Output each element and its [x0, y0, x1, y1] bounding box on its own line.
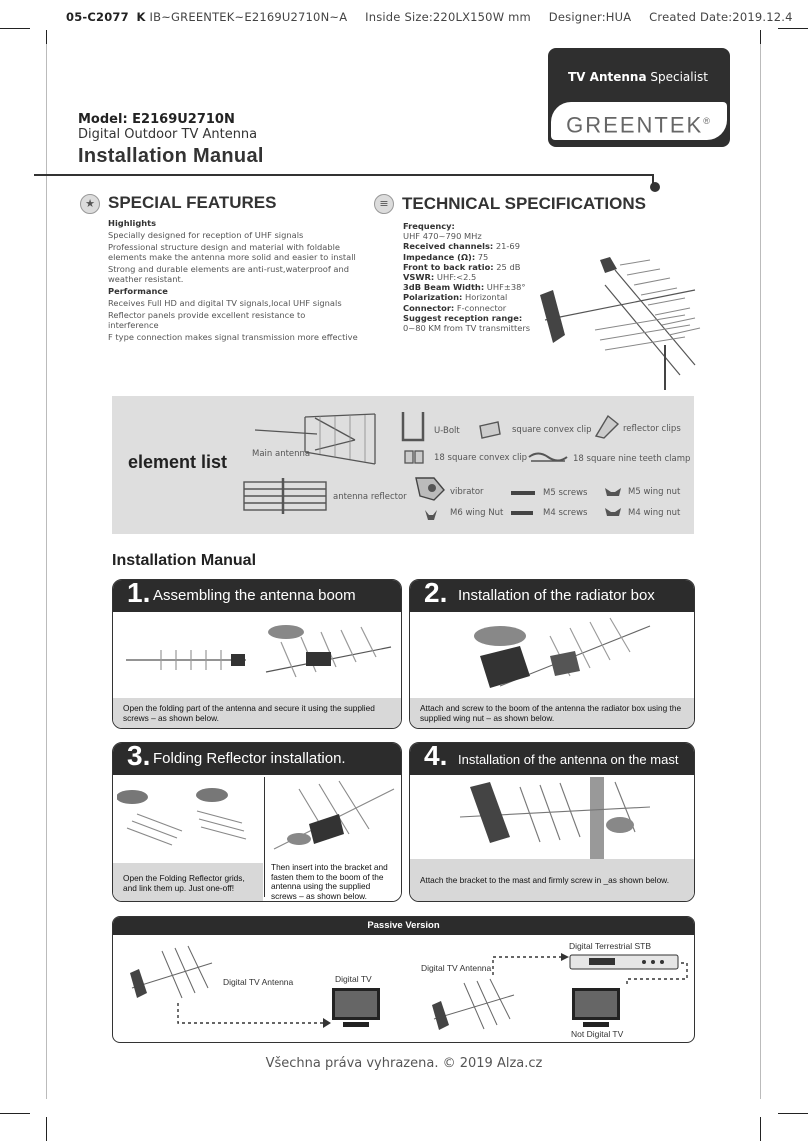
passive-tv-right-label: Not Digital TV — [571, 1029, 624, 1039]
passive-antenna-right-label: Digital TV Antenna — [421, 963, 492, 973]
crop-mark — [778, 1113, 808, 1114]
manual-title: Installation Manual — [78, 145, 264, 167]
step-1 — [112, 579, 402, 729]
step-header — [410, 743, 694, 775]
passive-tv-left-label: Digital TV — [335, 974, 372, 984]
crop-mark — [46, 1117, 47, 1141]
crop-mark — [46, 30, 47, 44]
step-title: Installation of the radiator box — [458, 587, 655, 604]
step-1-photo — [121, 622, 396, 682]
spec-label: Connector: — [403, 302, 455, 313]
passive-left-antenna — [127, 943, 217, 1003]
step-3 — [112, 742, 402, 902]
feature-item: Reflector panels provide excellent resistance to interference — [108, 310, 306, 330]
divider-dot — [650, 182, 660, 192]
antenna-illustration — [535, 255, 705, 390]
performance-heading: Performance — [108, 286, 168, 296]
m6-wing-nut-icon — [424, 508, 438, 522]
spec-value: 0~80 KM from TV transmitters — [403, 323, 531, 334]
u-bolt-label: U-Bolt — [434, 426, 460, 436]
m6-wing-nut-label: M6 wing Nut — [450, 508, 504, 518]
square-convex-clip-icon — [478, 420, 502, 440]
antenna-reflector-label: antenna reflector — [333, 492, 407, 502]
spec-label: VSWR: — [403, 272, 435, 283]
brand-tagline — [568, 70, 708, 84]
spec-label: Suggest reception range: — [403, 312, 523, 323]
square-convex-clip-18-icon — [403, 448, 425, 466]
square-convex-clip-label: square convex clip — [512, 425, 592, 435]
nine-teeth-clamp-icon — [528, 450, 568, 464]
crop-mark — [760, 1117, 761, 1141]
footer-copyright: Všechna práva vyhrazena. © 2019 Alza.cz — [265, 1056, 543, 1071]
features-title: SPECIAL FEATURES — [108, 193, 277, 212]
tagline-rest: Specialist — [650, 70, 708, 84]
step-2-photo — [460, 616, 660, 696]
model-label: Model: E2169U2710N — [78, 112, 235, 127]
tv-icon — [571, 987, 621, 1029]
specs-list — [403, 221, 553, 333]
step-2 — [409, 579, 695, 729]
nine-teeth-clamp-label: 18 square nine teeth clamp — [573, 454, 691, 464]
passive-left-arrow — [173, 1001, 333, 1031]
spec-label: Impedance (Ω): — [403, 251, 476, 262]
model-subtitle: Digital Outdoor TV Antenna — [78, 127, 258, 142]
print-header — [66, 10, 807, 24]
step-number: 2. — [424, 579, 448, 608]
square-convex-clip-18-label: 18 square convex clip — [434, 453, 528, 463]
spec-label: Polarization: — [403, 292, 463, 303]
m4-wing-nut-label: M4 wing nut — [628, 508, 681, 518]
antenna-reflector-icon — [243, 478, 328, 514]
spec-value: Horizontal — [464, 292, 508, 303]
spec-value: UHF:<2.5 — [436, 272, 477, 283]
passive-right-arrow-bottom — [623, 957, 693, 997]
print-size: Inside Size:220LX150W mm — [365, 10, 531, 24]
print-designer: Designer:HUA — [548, 10, 632, 24]
passive-version-panel — [112, 916, 695, 1043]
logo-mark: ® — [703, 116, 712, 126]
step-header — [113, 743, 401, 775]
m5-screws-label: M5 screws — [543, 488, 588, 498]
features-list — [108, 218, 358, 344]
m4-screws-label: M4 screws — [543, 508, 588, 518]
spec-value: UHF 470~790 MHz — [403, 231, 482, 242]
step-caption-left: Open the Folding Reflector grids, and link them up. Just one-off! — [113, 863, 263, 901]
star-icon: ★ — [80, 194, 100, 214]
feature-item: Professional structure design and material with foldable elements make the antenna more solid and easier to install — [108, 242, 356, 262]
step-header — [113, 580, 401, 612]
step-number: 1. — [127, 579, 151, 608]
step-title: Installation of the antenna on the mast — [458, 752, 679, 767]
m5-screw-icon — [511, 491, 535, 495]
tv-icon — [331, 987, 381, 1029]
m5-wing-nut-label: M5 wing nut — [628, 487, 681, 497]
feature-item: Strong and durable elements are anti-rust,waterproof and weather resistant. — [108, 264, 350, 284]
logo-text: GREENTEK — [566, 112, 704, 138]
step-3-photo-left — [117, 783, 259, 853]
tagline-bold: TV Antenna — [568, 70, 647, 84]
crop-mark — [778, 28, 808, 29]
highlights-heading: Highlights — [108, 218, 157, 228]
spec-label: Frequency: — [403, 221, 455, 231]
spec-label: Front to back ratio: — [403, 261, 494, 272]
crop-mark — [0, 28, 30, 29]
print-k: K — [136, 10, 146, 24]
passive-right-arrow-top — [489, 953, 569, 977]
crop-mark — [46, 44, 47, 1099]
passive-stb-label: Digital Terrestrial STB — [569, 941, 652, 951]
spec-value: F-connector — [456, 302, 507, 313]
list-icon: ≡ — [374, 194, 394, 214]
m5-wing-nut-icon — [604, 486, 622, 498]
vibrator-label: vibrator — [450, 487, 484, 497]
feature-item: Specially designed for reception of UHF signals — [108, 230, 304, 240]
passive-antenna-left-label: Digital TV Antenna — [223, 977, 294, 987]
crop-mark — [0, 1113, 30, 1114]
feature-item: Receives Full HD and digital TV signals,local UHF signals — [108, 298, 342, 308]
reflector-clips-icon — [594, 414, 620, 440]
passive-right-antenna — [429, 977, 519, 1035]
step-caption-right: Then insert into the bracket and fasten them to the boom of the antenna using the supplied screws – as shown below. — [265, 861, 401, 901]
crop-mark — [760, 44, 761, 1099]
spec-label: 3dB Beam Width: — [403, 282, 485, 293]
step-4 — [409, 742, 695, 902]
step-header — [410, 580, 694, 612]
spec-value: UHF±38° — [486, 282, 526, 293]
print-code: 05-C2077 — [66, 10, 129, 24]
step-3-photo-right — [269, 779, 399, 859]
print-file: IB~GREENTEK~E2169U2710N~A — [149, 10, 348, 24]
brand-box — [548, 48, 730, 147]
vibrator-icon — [414, 474, 448, 504]
m4-screw-icon — [511, 511, 533, 515]
step-caption: Attach and screw to the boom of the antenna the radiator box using the supplied wing nut – as shown below. — [410, 698, 694, 728]
main-antenna-label: Main antenna — [252, 449, 311, 459]
spec-value: 21-69 — [495, 241, 520, 252]
u-bolt-icon — [398, 410, 428, 446]
step-4-photo — [450, 777, 660, 862]
element-list-title: element list — [128, 452, 228, 472]
crop-mark — [760, 30, 761, 44]
feature-item: F type connection makes signal transmission more effective — [108, 332, 358, 342]
print-date: Created Date:2019.12.4 — [649, 10, 793, 24]
m4-wing-nut-icon — [604, 506, 622, 518]
specs-title: TECHNICAL SPECIFICATIONS — [402, 194, 646, 213]
step-number: 3. — [127, 742, 151, 771]
step-number: 4. — [424, 742, 448, 771]
divider — [34, 174, 654, 176]
spec-value: 75 — [477, 251, 489, 262]
spec-value: 25 dB — [496, 261, 521, 272]
passive-title: Passive Version — [113, 917, 694, 935]
spec-label: Received channels: — [403, 241, 494, 252]
greentek-logo — [551, 102, 727, 140]
step-caption: Attach the bracket to the mast and firmly screw in _as shown below. — [410, 859, 694, 901]
step-caption: Open the folding part of the antenna and secure it using the supplied screws – as shown below. — [113, 698, 401, 728]
installation-heading: Installation Manual — [112, 552, 257, 569]
step-title: Assembling the antenna boom — [153, 587, 356, 604]
step-title: Folding Reflector installation. — [153, 750, 346, 767]
reflector-clips-label: reflector clips — [623, 424, 681, 434]
